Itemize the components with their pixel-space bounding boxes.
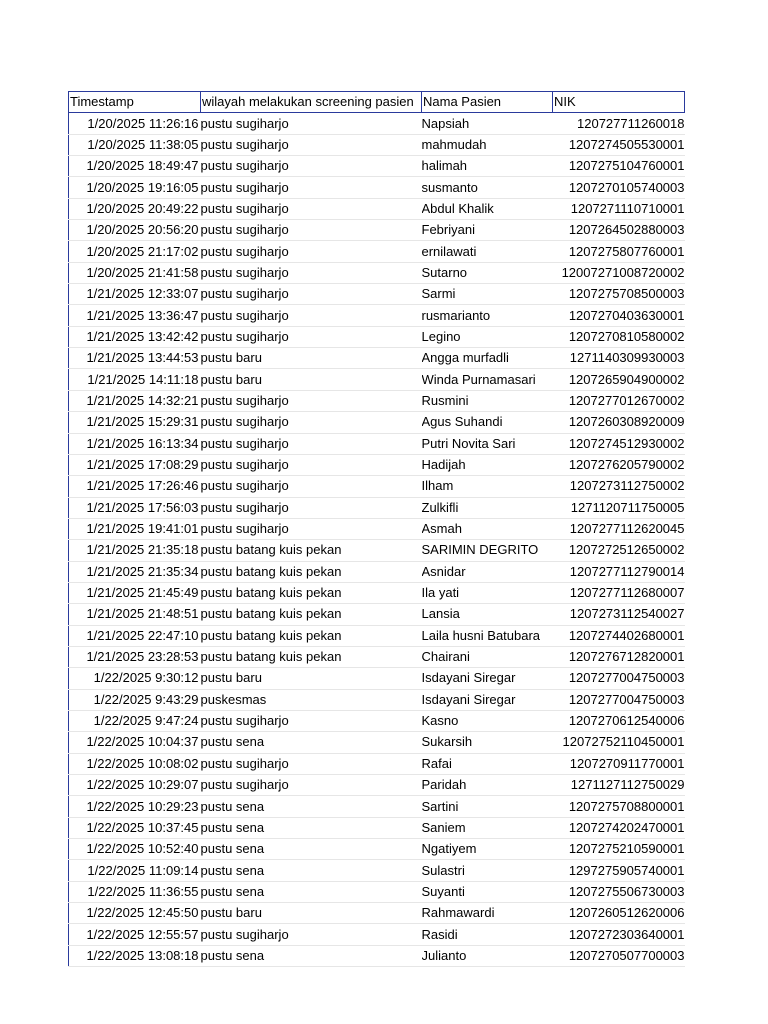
table-row [69,796,685,817]
wilayah-cell[interactable]: pustu sugiharjo [201,775,422,796]
timestamp-cell[interactable]: 1/21/2025 13:44:53 [69,348,201,369]
nik-cell[interactable]: 1207277004750003 [553,689,685,710]
nama-pasien-cell[interactable]: Ilham [422,476,553,497]
nama-pasien-cell[interactable]: Putri Novita Sari [422,433,553,454]
wilayah-cell[interactable]: pustu sugiharjo [201,113,422,134]
wilayah-cell[interactable]: pustu sugiharjo [201,262,422,283]
table-row [69,454,685,475]
nama-pasien-cell[interactable]: Sutarno [422,262,553,283]
nama-pasien-cell[interactable]: Chairani [422,646,553,667]
table-row [69,198,685,219]
nama-pasien-cell[interactable]: Sukarsih [422,732,553,753]
timestamp-cell[interactable]: 1/22/2025 10:29:07 [69,775,201,796]
nama-pasien-cell[interactable]: Sulastri [422,860,553,881]
table-row [69,220,685,241]
nik-cell[interactable]: 1207274512930002 [553,433,685,454]
table-row [69,412,685,433]
table-row [69,497,685,518]
nama-pasien-cell[interactable]: Isdayani Siregar [422,689,553,710]
timestamp-cell[interactable]: 1/20/2025 20:56:20 [69,220,201,241]
timestamp-cell[interactable]: 1/21/2025 21:35:34 [69,561,201,582]
nik-cell[interactable]: 1271127112750029 [553,775,685,796]
spreadsheet [68,91,684,967]
timestamp-cell[interactable]: 1/22/2025 13:08:18 [69,945,201,966]
wilayah-cell[interactable]: pustu batang kuis pekan [201,646,422,667]
nama-pasien-cell[interactable]: Julianto [422,945,553,966]
nama-pasien-cell[interactable]: rusmarianto [422,305,553,326]
table-row [69,241,685,262]
timestamp-cell[interactable]: 1/21/2025 21:35:18 [69,540,201,561]
nik-cell[interactable]: 1207277012670002 [553,390,685,411]
timestamp-cell[interactable]: 1/20/2025 21:17:02 [69,241,201,262]
nama-pasien-cell[interactable]: Abdul Khalik [422,198,553,219]
wilayah-cell[interactable]: pustu baru [201,369,422,390]
timestamp-cell[interactable]: 1/20/2025 11:26:16 [69,113,201,134]
wilayah-cell[interactable]: puskesmas [201,689,422,710]
nama-pasien-cell[interactable]: Isdayani Siregar [422,668,553,689]
nik-cell[interactable]: 120727711260018 [553,113,685,134]
wilayah-cell[interactable]: pustu batang kuis pekan [201,561,422,582]
table-row [69,561,685,582]
nama-pasien-cell[interactable]: mahmudah [422,134,553,155]
wilayah-cell[interactable]: pustu sugiharjo [201,134,422,155]
timestamp-cell[interactable]: 1/21/2025 17:26:46 [69,476,201,497]
table-row [69,903,685,924]
table-row [69,732,685,753]
timestamp-cell[interactable]: 1/21/2025 22:47:10 [69,625,201,646]
timestamp-cell[interactable]: 1/22/2025 10:52:40 [69,839,201,860]
wilayah-cell[interactable]: pustu sena [201,796,422,817]
timestamp-cell[interactable]: 1/21/2025 14:11:18 [69,369,201,390]
table-row [69,369,685,390]
timestamp-cell[interactable]: 1/22/2025 9:30:12 [69,668,201,689]
nik-cell[interactable]: 1207277112620045 [553,518,685,539]
table-row [69,839,685,860]
nama-pasien-cell[interactable]: Suyanti [422,881,553,902]
table-row [69,476,685,497]
nama-pasien-cell[interactable]: Napsiah [422,113,553,134]
table-row [69,284,685,305]
table-row [69,540,685,561]
nik-cell[interactable]: 1207277112680007 [553,582,685,603]
nik-cell[interactable]: 1207275104760001 [553,156,685,177]
table-row [69,177,685,198]
table-row [69,775,685,796]
table-row [69,433,685,454]
timestamp-cell[interactable]: 1/21/2025 21:48:51 [69,604,201,625]
wilayah-cell[interactable]: pustu sugiharjo [201,476,422,497]
nama-pasien-cell[interactable]: Asnidar [422,561,553,582]
wilayah-cell[interactable]: pustu sugiharjo [201,390,422,411]
timestamp-cell[interactable]: 1/22/2025 10:37:45 [69,817,201,838]
table-row [69,625,685,646]
table-row [69,924,685,945]
timestamp-cell[interactable]: 1/22/2025 11:36:55 [69,881,201,902]
nama-pasien-cell[interactable]: susmanto [422,177,553,198]
nama-pasien-cell[interactable]: Sarmi [422,284,553,305]
timestamp-cell[interactable]: 1/20/2025 20:49:22 [69,198,201,219]
table-row [69,262,685,283]
header-nik[interactable]: NIK [553,92,685,113]
nik-cell[interactable]: 1207275807760001 [553,241,685,262]
wilayah-cell[interactable]: pustu sugiharjo [201,412,422,433]
table-row [69,689,685,710]
timestamp-cell[interactable]: 1/21/2025 23:28:53 [69,646,201,667]
timestamp-cell[interactable]: 1/21/2025 13:42:42 [69,326,201,347]
nik-cell[interactable]: 1207276205790002 [553,454,685,475]
table-row [69,753,685,774]
nik-cell[interactable]: 1207270810580002 [553,326,685,347]
table-row [69,113,685,134]
nik-cell[interactable]: 1207275708500003 [553,284,685,305]
wilayah-cell[interactable]: pustu batang kuis pekan [201,604,422,625]
wilayah-cell[interactable]: pustu sugiharjo [201,924,422,945]
wilayah-cell[interactable]: pustu sugiharjo [201,454,422,475]
nik-cell[interactable]: 1297275905740001 [553,860,685,881]
header-wilayah[interactable]: wilayah melakukan screening pasien [201,92,422,113]
nik-cell[interactable]: 1271140309930003 [553,348,685,369]
table-row [69,305,685,326]
nik-cell[interactable]: 12072752110450001 [553,732,685,753]
wilayah-cell[interactable]: pustu sugiharjo [201,198,422,219]
nama-pasien-cell[interactable]: Paridah [422,775,553,796]
nama-pasien-cell[interactable]: Zulkifli [422,497,553,518]
table-row [69,945,685,966]
timestamp-cell[interactable]: 1/22/2025 11:09:14 [69,860,201,881]
nama-pasien-cell[interactable]: Lansia [422,604,553,625]
nik-cell[interactable]: 1207274402680001 [553,625,685,646]
wilayah-cell[interactable]: pustu batang kuis pekan [201,625,422,646]
table-row [69,582,685,603]
nama-pasien-cell[interactable]: Rasidi [422,924,553,945]
nik-cell[interactable]: 1207260512620006 [553,903,685,924]
nik-cell[interactable]: 1207275708800001 [553,796,685,817]
wilayah-cell[interactable]: pustu baru [201,903,422,924]
nik-cell[interactable]: 1207275210590001 [553,839,685,860]
timestamp-cell[interactable]: 1/21/2025 12:33:07 [69,284,201,305]
header-timestamp[interactable]: Timestamp [69,92,201,113]
table-row [69,668,685,689]
wilayah-cell[interactable]: pustu sena [201,839,422,860]
nik-cell[interactable]: 1207277004750003 [553,668,685,689]
header-nama-pasien[interactable]: Nama Pasien [422,92,553,113]
nama-pasien-cell[interactable]: Agus Suhandi [422,412,553,433]
nik-cell[interactable]: 1207276712820001 [553,646,685,667]
timestamp-cell[interactable]: 1/21/2025 17:56:03 [69,497,201,518]
nama-pasien-cell[interactable]: Ngatiyem [422,839,553,860]
wilayah-cell[interactable]: pustu baru [201,348,422,369]
wilayah-cell[interactable]: pustu batang kuis pekan [201,540,422,561]
nik-cell[interactable]: 1271120711750005 [553,497,685,518]
nama-pasien-cell[interactable]: Ila yati [422,582,553,603]
nama-pasien-cell[interactable]: Febriyani [422,220,553,241]
nama-pasien-cell[interactable]: Laila husni Batubara [422,625,553,646]
wilayah-cell[interactable]: pustu sugiharjo [201,177,422,198]
nama-pasien-cell[interactable]: Saniem [422,817,553,838]
nama-pasien-cell[interactable]: ernilawati [422,241,553,262]
nama-pasien-cell[interactable]: Hadijah [422,454,553,475]
timestamp-cell[interactable]: 1/21/2025 15:29:31 [69,412,201,433]
nik-cell[interactable]: 1207270911770001 [553,753,685,774]
data-table [68,91,685,967]
nama-pasien-cell[interactable]: Rahmawardi [422,903,553,924]
nik-cell[interactable]: 1207271110710001 [553,198,685,219]
table-row [69,518,685,539]
nama-pasien-cell[interactable]: Winda Purnamasari [422,369,553,390]
wilayah-cell[interactable]: pustu sugiharjo [201,753,422,774]
timestamp-cell[interactable]: 1/20/2025 19:16:05 [69,177,201,198]
timestamp-cell[interactable]: 1/20/2025 18:49:47 [69,156,201,177]
nama-pasien-cell[interactable]: Kasno [422,710,553,731]
wilayah-cell[interactable]: pustu sugiharjo [201,433,422,454]
nik-cell[interactable]: 12007271008720002 [553,262,685,283]
nik-cell[interactable]: 1207270403630001 [553,305,685,326]
nama-pasien-cell[interactable]: Legino [422,326,553,347]
timestamp-cell[interactable]: 1/22/2025 9:43:29 [69,689,201,710]
table-row [69,860,685,881]
nik-cell[interactable]: 1207273112750002 [553,476,685,497]
wilayah-cell[interactable]: pustu sugiharjo [201,156,422,177]
nik-cell[interactable]: 1207265904900002 [553,369,685,390]
nik-cell[interactable]: 1207270507700003 [553,945,685,966]
nik-cell[interactable]: 1207264502880003 [553,220,685,241]
table-row [69,156,685,177]
nik-cell[interactable]: 1207274505530001 [553,134,685,155]
wilayah-cell[interactable]: pustu baru [201,668,422,689]
table-row [69,646,685,667]
timestamp-cell[interactable]: 1/22/2025 12:45:50 [69,903,201,924]
timestamp-cell[interactable]: 1/20/2025 11:38:05 [69,134,201,155]
wilayah-cell[interactable]: pustu sugiharjo [201,710,422,731]
nik-cell[interactable]: 1207272303640001 [553,924,685,945]
table-body [69,113,685,967]
wilayah-cell[interactable]: pustu sugiharjo [201,284,422,305]
timestamp-cell[interactable]: 1/22/2025 10:29:23 [69,796,201,817]
timestamp-cell[interactable]: 1/21/2025 21:45:49 [69,582,201,603]
nama-pasien-cell[interactable]: Rafai [422,753,553,774]
nik-cell[interactable]: 1207272512650002 [553,540,685,561]
nik-cell[interactable]: 1207273112540027 [553,604,685,625]
wilayah-cell[interactable]: pustu sugiharjo [201,241,422,262]
wilayah-cell[interactable]: pustu sena [201,860,422,881]
timestamp-cell[interactable]: 1/21/2025 17:08:29 [69,454,201,475]
nama-pasien-cell[interactable]: SARIMIN DEGRITO [422,540,553,561]
wilayah-cell[interactable]: pustu sena [201,817,422,838]
wilayah-cell[interactable]: pustu sugiharjo [201,326,422,347]
timestamp-cell[interactable]: 1/20/2025 21:41:58 [69,262,201,283]
timestamp-cell[interactable]: 1/22/2025 10:04:37 [69,732,201,753]
wilayah-cell[interactable]: pustu sugiharjo [201,305,422,326]
nik-cell[interactable]: 1207274202470001 [553,817,685,838]
nik-cell[interactable]: 1207277112790014 [553,561,685,582]
header-row [69,92,685,113]
nik-cell[interactable]: 1207270105740003 [553,177,685,198]
table-row [69,881,685,902]
table-row [69,604,685,625]
table-row [69,710,685,731]
timestamp-cell[interactable]: 1/22/2025 10:08:02 [69,753,201,774]
wilayah-cell[interactable]: pustu sugiharjo [201,497,422,518]
table-row [69,134,685,155]
wilayah-cell[interactable]: pustu batang kuis pekan [201,582,422,603]
nik-cell[interactable]: 1207270612540006 [553,710,685,731]
timestamp-cell[interactable]: 1/22/2025 9:47:24 [69,710,201,731]
table-row [69,348,685,369]
nama-pasien-cell[interactable]: Rusmini [422,390,553,411]
nik-cell[interactable]: 1207275506730003 [553,881,685,902]
nama-pasien-cell[interactable]: Sartini [422,796,553,817]
table-row [69,817,685,838]
wilayah-cell[interactable]: pustu sena [201,945,422,966]
nik-cell[interactable]: 1207260308920009 [553,412,685,433]
wilayah-cell[interactable]: pustu sugiharjo [201,518,422,539]
table-row [69,326,685,347]
nama-pasien-cell[interactable]: halimah [422,156,553,177]
wilayah-cell[interactable]: pustu sena [201,881,422,902]
nama-pasien-cell[interactable]: Asmah [422,518,553,539]
timestamp-cell[interactable]: 1/21/2025 13:36:47 [69,305,201,326]
wilayah-cell[interactable]: pustu sugiharjo [201,220,422,241]
nama-pasien-cell[interactable]: Angga murfadli [422,348,553,369]
table-row [69,390,685,411]
wilayah-cell[interactable]: pustu sena [201,732,422,753]
timestamp-cell[interactable]: 1/21/2025 19:41:01 [69,518,201,539]
timestamp-cell[interactable]: 1/22/2025 12:55:57 [69,924,201,945]
timestamp-cell[interactable]: 1/21/2025 16:13:34 [69,433,201,454]
timestamp-cell[interactable]: 1/21/2025 14:32:21 [69,390,201,411]
